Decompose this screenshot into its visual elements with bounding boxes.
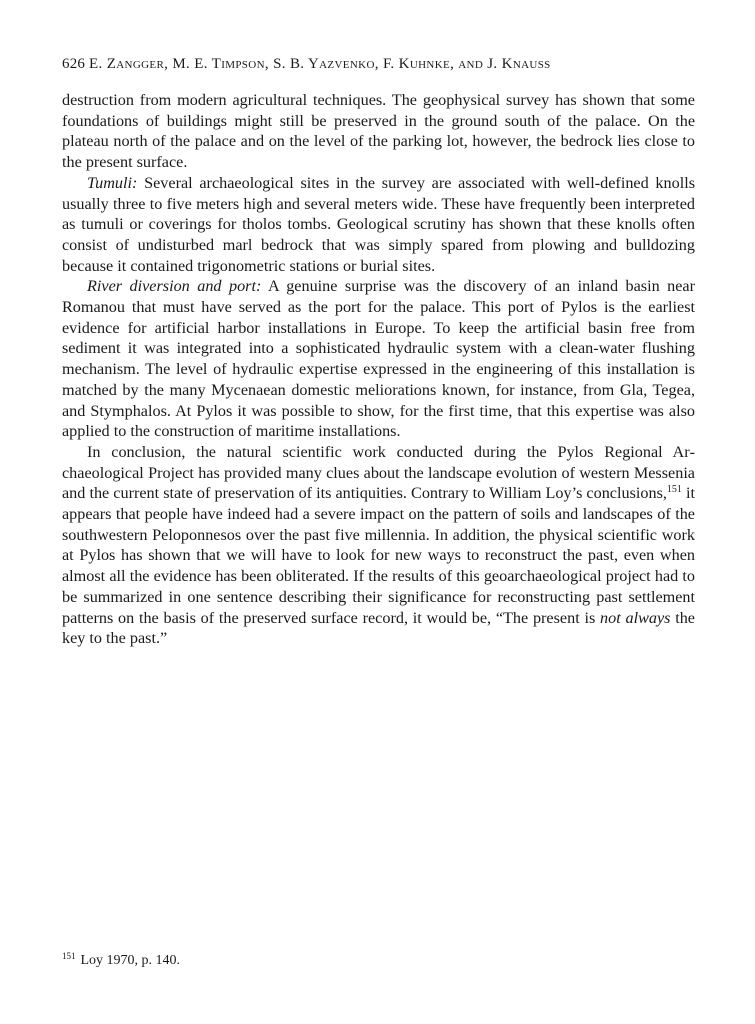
- paragraph-text: the key to the past.”: [62, 608, 695, 648]
- running-head: [62, 52, 695, 76]
- footnote: [62, 952, 180, 970]
- paragraph-text: In conclusion, the natural scientific work conducted during the Pylos Regional Archaeological Project has provided many clues about the landscape evolution of western Messenia and the current state of preservation of its antiquities. Contrary to William Loy’s conclusions,: [62, 442, 695, 503]
- page-number: 626: [62, 56, 86, 72]
- paragraph-tumuli: [62, 173, 695, 277]
- paragraph-continued: [62, 90, 695, 173]
- paragraph-text: Several archaeological sites in the survey are associated with well-defined knolls usually three to five meters high and several meters wide. These have frequently been interpreted as tumuli or coverings for tholos tombs. Geological scrutiny has shown that these knolls often consist of undisturbed marl bedrock that was simply spared from plowing and bulldozing because it contained trigonometric stations or burial sites.: [62, 173, 695, 275]
- paragraph-label-tumuli: Tumuli:: [87, 173, 138, 192]
- footnote-reference[interactable]: 151: [666, 484, 682, 496]
- paragraph-text: destruction from modern agricultural techniques. The geophysical survey has shown that some foundations of buildings might still be preserved in the ground south of the palace. On the plateau north of the palace and on the level of the parking lot, however, the bedrock lies close to the present surface.: [62, 91, 695, 172]
- footnote-number: 151: [62, 951, 76, 961]
- article-body: [62, 90, 695, 649]
- page-content: [62, 52, 695, 649]
- paragraph-label-river-diversion: River diversion and port:: [87, 277, 262, 296]
- running-head-authors: E. Zangger, M. E. Timpson, S. B. Yazvenko, F. Kuhnke, and J. Knauss: [89, 56, 551, 72]
- emphasis-text: not always: [600, 608, 671, 627]
- footnote-text: Loy 1970, p. 140.: [80, 953, 181, 968]
- paragraph-river-diversion: [62, 276, 695, 442]
- paragraph-text: it appears that people have indeed had a severe impact on the pattern of soils and landscapes of the southwestern Peloponnesos over the past five millennia. In addition, the physical scientific work at Pylos has shown that we will have to look for new ways to reconstruct the past, even when almost all the evidence has been obliterated. If the results of this geoarchaeological project had to be summarized in one sentence describing their significance for reconstructing past settlement patterns on the basis of the preserved surface record, it would be, “The present is: [62, 484, 695, 627]
- paragraph-conclusion: [62, 442, 695, 649]
- paragraph-text: A genuine surprise was the discovery of an inland basin near Romanou that must have served as the port for the palace. This port of Pylos is the earliest evidence for artificial harbor installations in Europe. To keep the artificial basin free from sediment it was integrated into a sophisticated hydraulic system with a clean-water flushing mechanism. The level of hydraulic expertise expressed in the engineering of this installation is matched by the many Mycenaean domestic meliorations known, for instance, from Gla, Tegea, and Stymphalos. At Pylos it was possible to show, for the first time, that this expertise was also applied to the construction of maritime installations.: [62, 277, 695, 441]
